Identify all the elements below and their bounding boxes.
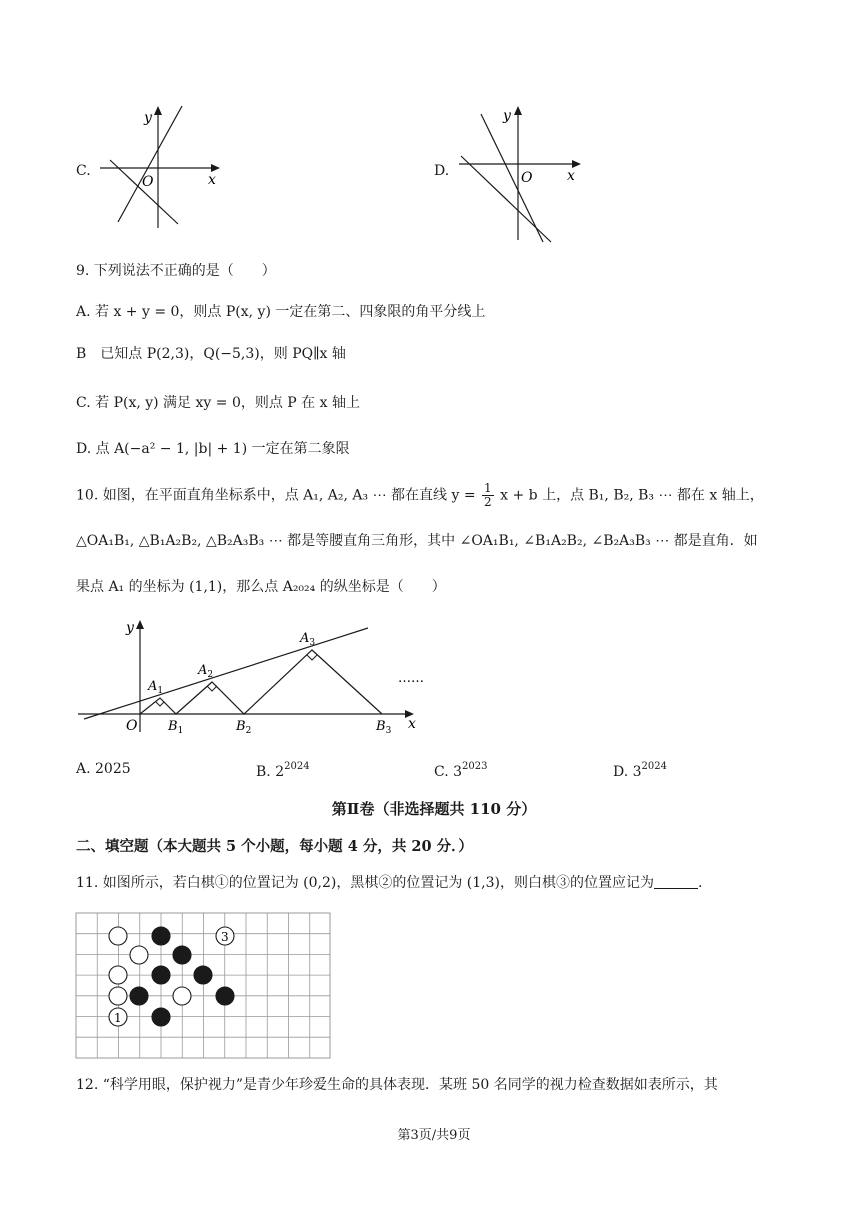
- q12-text: 12. “科学用眼，保护视力”是青少年珍爱生命的具体表现．某班 50 名同学的视力检查数据如表所示，其: [76, 1077, 718, 1093]
- page-footer: 第3页/共9页: [397, 1128, 471, 1143]
- q10-fraction: [482, 482, 494, 509]
- q10-line1: [76, 482, 764, 509]
- q9-stem: 9. 下列说法不正确的是（ ）: [76, 263, 276, 279]
- q10-line3: 果点 A₁ 的坐标为 (1,1)，那么点 A₂₀₂₄ 的纵坐标是（ ）: [76, 579, 446, 595]
- continuation-dots: ……: [398, 671, 424, 686]
- q10-origin: O: [126, 718, 138, 734]
- stone-3-mark: 3: [221, 930, 229, 944]
- part-two-title: 第Ⅱ卷（非选择题共 110 分）: [331, 800, 537, 818]
- d-axis-x: x: [567, 168, 575, 184]
- q10-axis-y: y: [126, 620, 134, 636]
- q9-option-b: B 已知点 P(2,3)，Q(−5,3)，则 PQ∥x 轴: [76, 346, 346, 362]
- label-a2: $A_2$: [198, 663, 214, 680]
- c-origin: O: [142, 174, 154, 190]
- q9-option-c: C. 若 P(x, y) 满足 xy = 0，则点 P 在 x 轴上: [76, 395, 360, 411]
- white-stone: [109, 966, 127, 984]
- q9-option-d: D. 点 A(−a² − 1, |b| + 1) 一定在第二象限: [76, 441, 350, 457]
- black-stone: [194, 966, 212, 984]
- white-stone: [130, 946, 148, 964]
- option-d-label: D.: [434, 163, 450, 179]
- q10-axis-x: x: [408, 716, 416, 732]
- black-stone: [130, 987, 148, 1005]
- section-two-title: 二、填空题（本大题共 5 个小题，每小题 4 分，共 20 分．）: [76, 838, 473, 855]
- stone-1-mark: 1: [114, 1011, 122, 1025]
- option-c-label: C.: [76, 163, 91, 179]
- black-stone: [173, 946, 191, 964]
- black-stone: [216, 987, 234, 1005]
- q11-text: 11. 如图所示，若白棋①的位置记为 (0,2)，黑棋②的位置记为 (1,3)，则白棋③的位置应记为 .: [76, 875, 703, 891]
- q10-frac-num: 1: [484, 481, 492, 495]
- d-axis-y: y: [503, 108, 511, 124]
- c-axis-y: y: [144, 110, 152, 126]
- white-stone: [173, 987, 191, 1005]
- label-b3: $B_3$: [376, 719, 392, 736]
- white-stone: [109, 987, 127, 1005]
- q10-option-b: B. $2^{2024}$: [256, 761, 310, 780]
- q10-line1-a: 10. 如图，在平面直角坐标系中，点 A₁, A₂, A₃ ⋯ 都在直线 y =: [76, 487, 476, 504]
- white-stone: [109, 927, 127, 945]
- option-c-graph: [96, 100, 226, 230]
- label-b1: $B_1$: [168, 719, 184, 736]
- q10-option-c: C. $3^{2023}$: [434, 761, 488, 780]
- label-a3: $A_3$: [300, 631, 316, 648]
- label-b2: $B_2$: [236, 719, 252, 736]
- q9-option-a: A. 若 x + y = 0，则点 P(x, y) 一定在第二、四象限的角平分线上: [76, 304, 486, 320]
- black-stone: [152, 1008, 170, 1026]
- q10-figure: [70, 612, 450, 737]
- q10-frac-den: 2: [484, 495, 492, 509]
- option-d-graph: [455, 100, 590, 245]
- q10-option-a: A. 2025: [76, 761, 131, 777]
- black-stone: [152, 966, 170, 984]
- black-stone: [152, 927, 170, 945]
- q10-line1-b: x + b 上，点 B₁, B₂, B₃ ⋯ 都在 x 轴上，: [500, 487, 764, 504]
- c-axis-x: x: [208, 172, 216, 188]
- d-origin: O: [521, 170, 533, 186]
- q10-line2: △OA₁B₁, △B₁A₂B₂, △B₂A₃B₃ ⋯ 都是等腰直角三角形，其中 ∠OA₁B₁, ∠B₁A₂B₂, ∠B₂A₃B₃ ⋯ 都是直角．如: [76, 533, 758, 549]
- answer-blank: [654, 874, 698, 889]
- q10-option-d: D. $3^{2024}$: [613, 761, 667, 780]
- label-a1: $A_1$: [148, 679, 164, 696]
- go-board: [75, 912, 333, 1060]
